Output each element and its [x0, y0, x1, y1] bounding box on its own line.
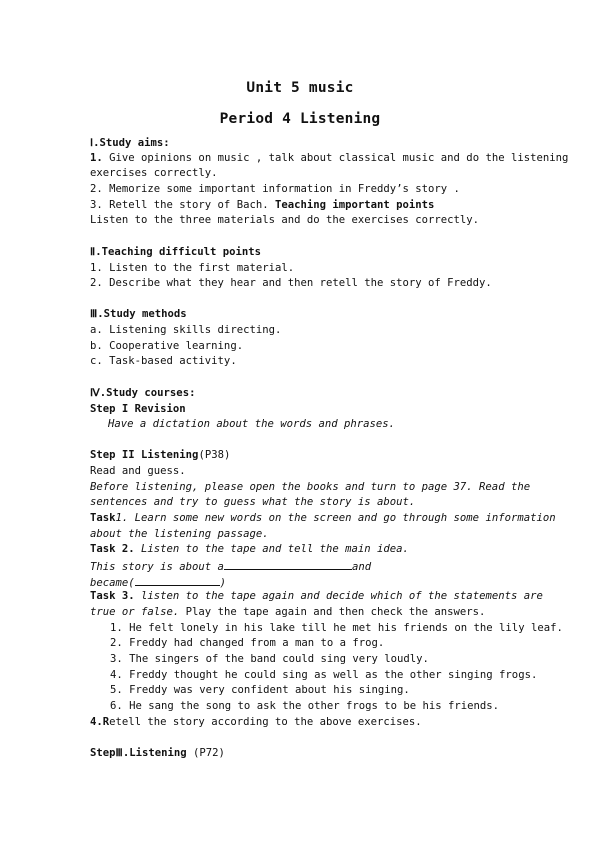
task-1-line-1	[90, 511, 556, 526]
read-and-guess: Read and guess.	[90, 465, 186, 477]
retell-line	[90, 715, 514, 730]
story-line-2-start: became(	[90, 577, 135, 589]
method-item-a: a. Listening skills directing.	[90, 324, 282, 336]
aims-line-5: Listen to the three materials and do the exercises correctly.	[90, 214, 480, 226]
step-2-heading: Step II Listening	[90, 449, 199, 461]
step-3-page: (P72)	[186, 747, 225, 759]
task-1-line-2: about the listening passage.	[90, 528, 269, 540]
task-3-line-1	[90, 589, 543, 604]
document-title: Unit 5 music	[246, 80, 354, 96]
statement-2: 2. Freddy had changed from a man to a frog.	[110, 637, 385, 649]
task-3-line-2	[90, 605, 514, 620]
statement-3: 3. The singers of the band could sing very loudly.	[110, 653, 429, 665]
statement-6: 6. He sang the song to ask the other frogs to be his friends.	[110, 700, 500, 712]
difficult-points-heading: Ⅱ.Teaching difficult points	[90, 246, 262, 258]
aims-line-1	[90, 151, 569, 166]
aims-line-4-text: 3. Retell the story of Bach.	[90, 199, 269, 211]
study-aims-heading: Ⅰ.Study aims:	[90, 137, 170, 149]
statement-4: 4. Freddy thought he could sing as well as the other singing frogs.	[110, 669, 538, 681]
study-methods-heading: Ⅲ.Study methods	[90, 308, 187, 320]
document-subtitle: Period 4 Listening	[219, 111, 381, 127]
story-line-1-end: and	[351, 561, 372, 573]
aims-line-2: exercises correctly.	[90, 167, 218, 179]
aims-line-1-text: Give opinions on music , talk about classical music and do the listening	[102, 152, 569, 164]
task-2-line	[90, 542, 514, 557]
task-3-label: Task 3.	[90, 590, 135, 602]
story-line-1-start: This story is about a	[90, 561, 224, 573]
step-3-line	[90, 746, 514, 761]
statement-5: 5. Freddy was very confident about his singing.	[110, 684, 410, 696]
step-3-heading: StepⅢ.Listening	[90, 747, 187, 759]
step-2-heading-line	[90, 448, 514, 463]
method-item-b: b. Cooperative learning.	[90, 340, 244, 352]
difficult-item-2: 2. Describe what they hear and then retell the story of Freddy.	[90, 277, 492, 289]
statement-1: 1. He felt lonely in his lake till he met his friends on the lily leaf.	[110, 622, 563, 634]
study-courses-heading: Ⅳ.Study courses:	[90, 387, 196, 399]
task-1-text-1: 1. Learn some new words on the screen and go through some information	[115, 512, 556, 524]
task-1-label: Task	[90, 512, 116, 524]
task-3-text-1: listen to the tape again and decide which of the statements are	[134, 590, 543, 602]
aims-line-3: 2. Memorize some important information in Freddy’s story .	[90, 183, 460, 195]
answer-blank-1[interactable]	[224, 558, 352, 570]
story-line-2	[90, 574, 514, 589]
step-2-page: (P38)	[198, 449, 231, 461]
difficult-item-1: 1. Listen to the first material.	[90, 262, 295, 274]
aims-line-1-number: 1.	[90, 152, 103, 164]
story-line-1	[90, 558, 514, 573]
task-3-text-2: Play the tape again and then check the answers.	[179, 606, 486, 618]
method-item-c: c. Task-based activity.	[90, 355, 237, 367]
aims-line-4	[90, 198, 514, 213]
answer-blank-2[interactable]	[135, 574, 220, 586]
teaching-important-points-heading: Teaching important points	[268, 199, 435, 211]
task-3-true-false: true or false.	[90, 606, 180, 618]
step-1-text: Have a dictation about the words and phrases.	[108, 418, 396, 430]
retell-text: etell the story according to the above exercises.	[109, 716, 422, 728]
before-listening-line-2: sentences and try to guess what the story is about.	[90, 496, 416, 508]
step-1-heading: Step I Revision	[90, 403, 186, 415]
before-listening-line-1: Before listening, please open the books and turn to page 37. Read the	[90, 481, 531, 493]
task-2-label: Task 2.	[90, 543, 135, 555]
task-2-text: Listen to the tape and tell the main idea.	[134, 543, 409, 555]
retell-number: 4.R	[90, 716, 110, 728]
story-line-2-end: )	[219, 577, 227, 589]
